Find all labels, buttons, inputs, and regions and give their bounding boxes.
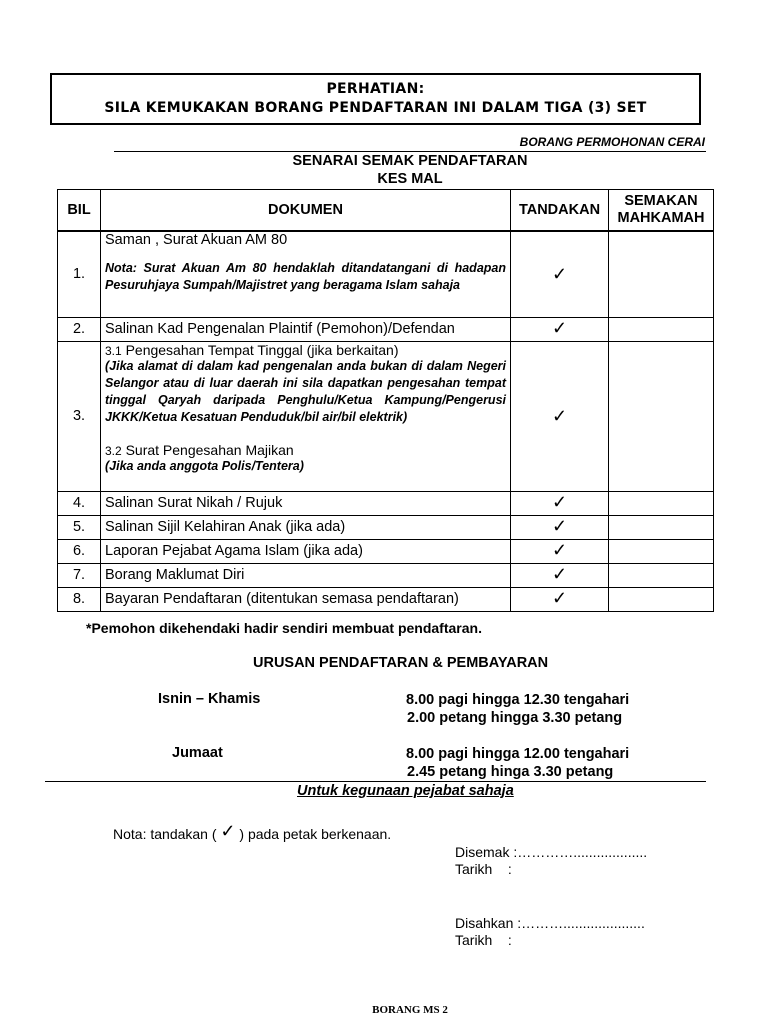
table-row (58, 341, 714, 491)
row-number: 6. (58, 539, 101, 563)
row-sub1 (105, 342, 506, 358)
row-sub2-text: Surat Pengesahan Majikan (121, 441, 294, 458)
check-cell[interactable] (511, 563, 609, 587)
row-sub1-text: Pengesahan Tempat Tinggal (jika berkaitan) (121, 341, 399, 358)
approved-date-field[interactable]: Tarikh : (455, 932, 512, 948)
check-icon: ✓ (551, 539, 568, 560)
header-dokumen: DOKUMEN (101, 190, 511, 232)
notice-box (50, 73, 701, 125)
approved-by-field[interactable]: Disahkan :………..................... (455, 915, 645, 931)
check-icon: ✓ (551, 563, 568, 584)
row-sub2-note: (Jika anda anggota Polis/Tentera) (105, 458, 304, 473)
row-document (101, 231, 511, 317)
check-icon: ✓ (551, 263, 568, 284)
row-document-text: Salinan Surat Nikah / Rujuk (101, 491, 511, 515)
checklist-table (57, 189, 714, 612)
divider-office (45, 781, 706, 782)
row-sub2-num: 3.2 (105, 443, 122, 458)
court-check-cell[interactable] (609, 563, 714, 587)
row-sub2 (105, 442, 506, 458)
row-document-text: Salinan Kad Pengenalan Plaintif (Pemohon)/Defendan (101, 317, 511, 341)
check-cell[interactable] (511, 587, 609, 611)
row-number: 5. (58, 515, 101, 539)
check-icon: ✓ (551, 515, 568, 536)
row-document-text: Saman , Surat Akuan AM 80 (105, 232, 288, 248)
table-row (58, 515, 714, 539)
checked-by-block (455, 844, 647, 878)
check-cell[interactable] (511, 539, 609, 563)
checklist-subtitle: KES MAL (377, 171, 443, 187)
court-check-cell[interactable] (609, 491, 714, 515)
row-number: 2. (58, 317, 101, 341)
row-document-text: Salinan Sijil Kelahiran Anak (jika ada) (101, 515, 511, 539)
check-icon: ✓ (220, 821, 236, 841)
weekday-label: Isnin – Khamis (158, 691, 261, 707)
court-check-cell[interactable] (609, 515, 714, 539)
header-semakan-line2: MAHKAMAH (617, 210, 705, 226)
header-semakan (609, 190, 714, 232)
court-check-cell[interactable] (609, 341, 714, 491)
row-number: 7. (58, 563, 101, 587)
row-document-text: Bayaran Pendaftaran (ditentukan semasa pendaftaran) (101, 587, 511, 611)
friday-label: Jumaat (172, 745, 223, 761)
tick-instruction-after: ) pada petak berkenaan. (235, 826, 392, 842)
form-type-label: BORANG PERMOHONAN CERAI (519, 135, 705, 149)
check-cell[interactable] (511, 231, 609, 317)
court-check-cell[interactable] (609, 231, 714, 317)
court-check-cell[interactable] (609, 587, 714, 611)
table-row (58, 587, 714, 611)
checklist-title: SENARAI SEMAK PENDAFTARAN (292, 153, 528, 169)
table-header-row (58, 190, 714, 232)
row-document (101, 341, 511, 491)
row-number: 8. (58, 587, 101, 611)
check-cell[interactable] (511, 491, 609, 515)
checked-date-field[interactable]: Tarikh : (455, 861, 512, 877)
table-row (58, 491, 714, 515)
header-tandakan: TANDAKAN (511, 190, 609, 232)
notice-heading: PERHATIAN: (326, 81, 425, 97)
row-sub1-num: 3.1 (105, 343, 122, 358)
check-icon: ✓ (551, 491, 568, 512)
check-icon: ✓ (551, 317, 568, 338)
table-row (58, 317, 714, 341)
check-cell[interactable] (511, 317, 609, 341)
divider-top (114, 151, 706, 152)
approved-by-block (455, 915, 645, 949)
hours-title: URUSAN PENDAFTARAN & PEMBAYARAN (253, 655, 549, 671)
check-icon: ✓ (551, 405, 568, 426)
header-semakan-line1: SEMAKAN (624, 193, 698, 209)
weekday-time-1: 8.00 pagi hingga 12.30 tengahari (406, 692, 630, 708)
row-document-text: Laporan Pejabat Agama Islam (jika ada) (101, 539, 511, 563)
court-check-cell[interactable] (609, 539, 714, 563)
attendance-footnote: *Pemohon dikehendaki hadir sendiri membuat pendaftaran. (86, 620, 482, 636)
row-number: 1. (58, 231, 101, 317)
checked-by-field[interactable]: Disemak :…………................... (455, 844, 648, 860)
notice-instruction: SILA KEMUKAKAN BORANG PENDAFTARAN INI DALAM TIGA (3) SET (104, 100, 647, 116)
tick-instruction (113, 823, 391, 844)
court-check-cell[interactable] (609, 317, 714, 341)
office-use-title: Untuk kegunaan pejabat sahaja (297, 783, 514, 799)
check-cell[interactable] (511, 341, 609, 491)
tick-instruction-before: Nota: tandakan ( (113, 826, 221, 842)
row-sub1-note: (Jika alamat di dalam kad pengenalan anda bukan di dalam Negeri Selangor atau di luar daerah ini sila dapatkan pengesahan tempat tinggal Qaryah daripada Penghulu/Ketua Kampung/Pengerusi JKKK/Ketua Kesatuan Penduduk/bil air/bil elektrik) (105, 358, 506, 424)
row-document-note: Nota: Surat Akuan Am 80 hendaklah ditandatangani di hadapan Pesuruhjaya Sumpah/Majistret yang beragama Islam sahaja (105, 261, 506, 292)
table-row (58, 231, 714, 317)
weekday-time-2: 2.00 petang hingga 3.30 petang (407, 710, 623, 726)
friday-time-1: 8.00 pagi hingga 12.00 tengahari (406, 746, 630, 762)
row-number: 3. (58, 341, 101, 491)
check-cell[interactable] (511, 515, 609, 539)
row-document-text: Borang Maklumat Diri (101, 563, 511, 587)
form-code: BORANG MS 2 (372, 1004, 448, 1016)
table-row (58, 539, 714, 563)
table-row (58, 563, 714, 587)
header-bil: BIL (58, 190, 101, 232)
check-icon: ✓ (551, 587, 568, 608)
friday-time-2: 2.45 petang hinga 3.30 petang (407, 764, 614, 780)
row-number: 4. (58, 491, 101, 515)
